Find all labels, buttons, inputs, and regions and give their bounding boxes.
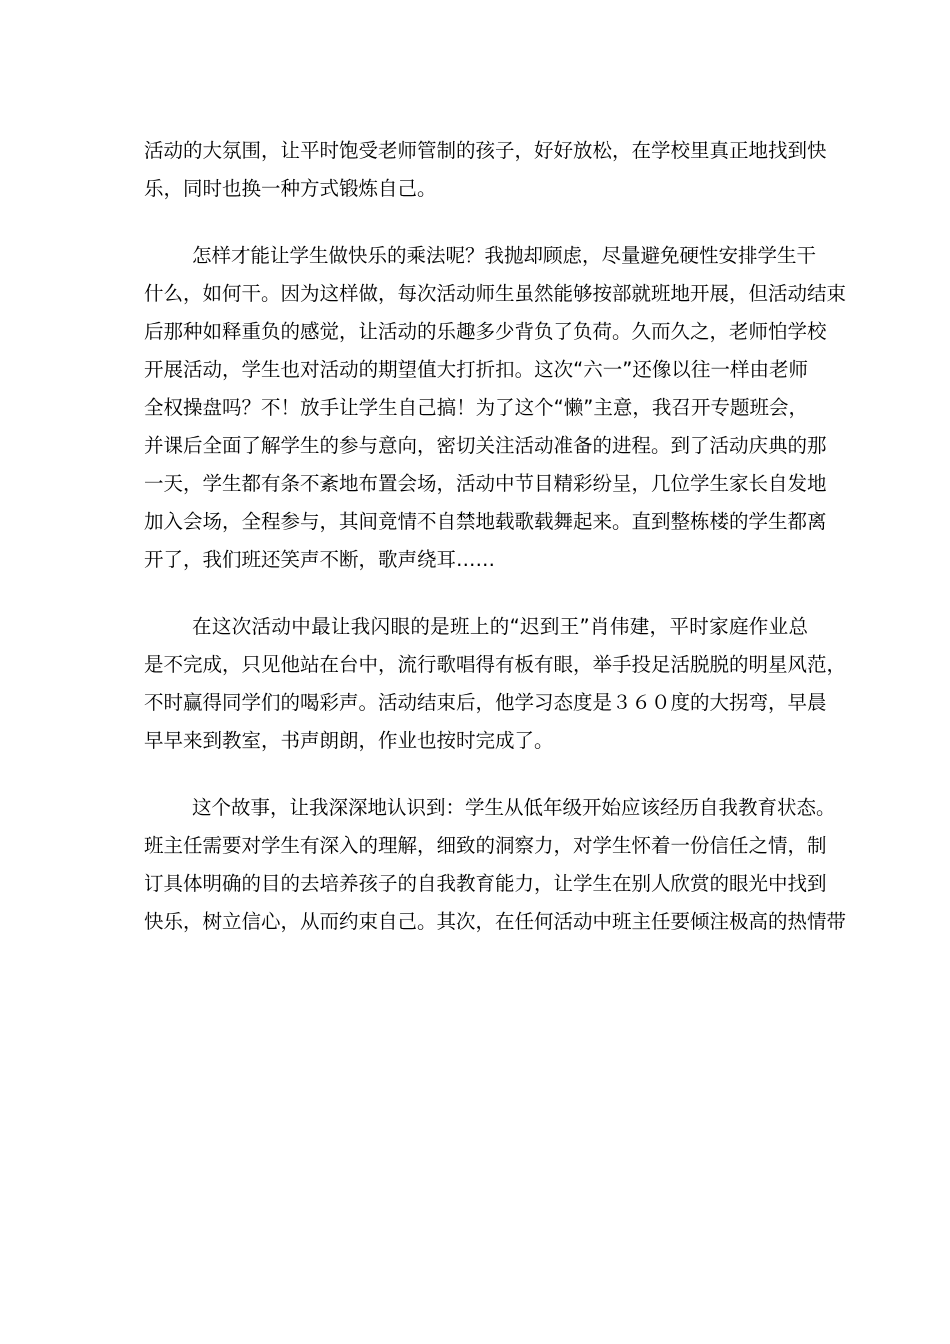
text-line: 乐，同时也换一种方式锻炼自己。 (144, 177, 437, 200)
paragraph-3 (144, 608, 847, 760)
paragraph-2 (144, 237, 847, 579)
text-line: 是不完成，只见他站在台中，流行歌唱得有板有眼，举手投足活脱脱的明星风范， (144, 653, 847, 676)
text-line: 在这次活动中最让我闪眼的是班上的“迟到王”肖伟建，平时家庭作业总 (192, 615, 808, 638)
text-line: 订具体明确的目的去培养孩子的自我教育能力，让学生在别人欣赏的眼光中找到 (144, 872, 827, 895)
text-line: 活动的大氛围，让平时饱受老师管制的孩子，好好放松，在学校里真正地找到快 (144, 139, 827, 162)
text-line: 班主任需要对学生有深入的理解，细致的洞察力，对学生怀着一份信任之情，制 (144, 834, 827, 857)
text-line: 早早来到教室，书声朗朗，作业也按时完成了。 (144, 729, 554, 752)
paragraph-1 (144, 132, 827, 208)
paragraph-4 (144, 789, 847, 941)
text-line: 加入会场，全程参与，其间竟情不自禁地载歌载舞起来。直到整栋楼的学生都离 (144, 510, 827, 533)
text-line: 这个故事，让我深深地认识到：学生从低年级开始应该经历自我教育状态。 (192, 796, 836, 819)
text-line: 不时赢得同学们的喝彩声。活动结束后，他学习态度是３６０度的大拐弯，早晨 (144, 691, 827, 714)
text-line: 并课后全面了解学生的参与意向，密切关注活动准备的进程。到了活动庆典的那 (144, 434, 827, 457)
text-line: 全权操盘吗？不！放手让学生自己搞！为了这个“懒”主意，我召开专题班会， (144, 396, 808, 419)
text-line: 什么，如何干。因为这样做，每次活动师生虽然能够按部就班地开展，但活动结束 (144, 282, 847, 305)
document-page (144, 132, 847, 971)
text-line: 一天，学生都有条不紊地布置会场，活动中节目精彩纷呈，几位学生家长自发地 (144, 472, 827, 495)
text-line: 开展活动，学生也对活动的期望值大打折扣。这次“六一”还像以往一样由老师 (144, 358, 808, 381)
text-line: 怎样才能让学生做快乐的乘法呢？我抛却顾虑，尽量避免硬性安排学生干 (192, 244, 817, 267)
text-line: 后那种如释重负的感觉，让活动的乐趣多少背负了负荷。久而久之，老师怕学校 (144, 320, 827, 343)
text-line: 快乐，树立信心，从而约束自己。其次，在任何活动中班主任要倾注极高的热情带 (144, 910, 847, 933)
text-line: 开了，我们班还笑声不断，歌声绕耳…… (144, 548, 496, 571)
